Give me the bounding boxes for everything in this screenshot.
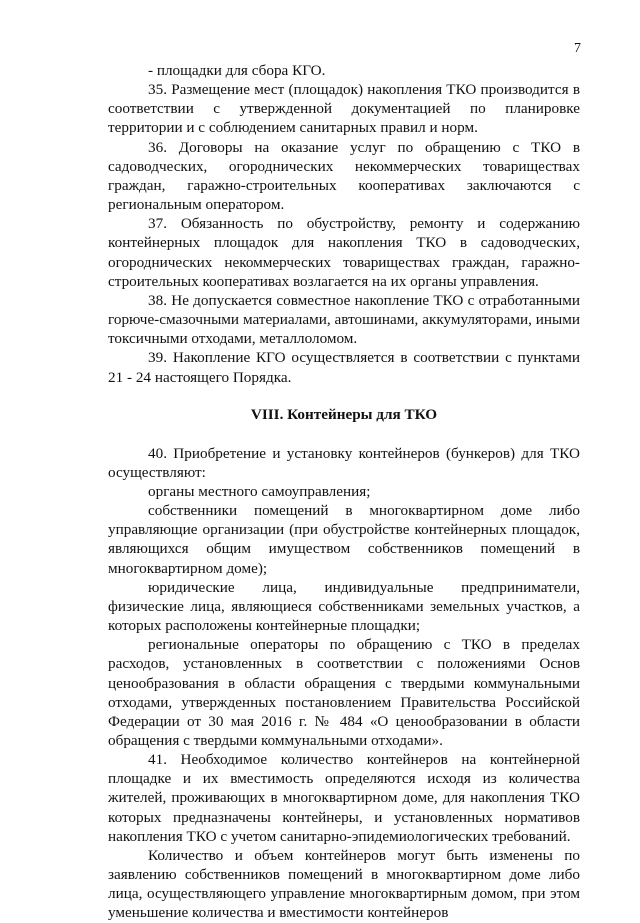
clause-41-continuation: Количество и объем контейнеров могут быть изменены по заявлению собственников помещений в многоквартирном доме либо лица, осуществляющего управление многоквартирным домом, при этом уменьшение количества и вместимости контейнеров bbox=[108, 846, 580, 922]
clause-40: 40. Приобретение и установку контейнеров (бункеров) для ТКО осуществляют: bbox=[108, 444, 580, 481]
section-heading: VIII. Контейнеры для ТКО bbox=[250, 405, 438, 423]
list-item-kgo-sites: - площадки для сбора КГО. bbox=[148, 62, 326, 79]
document-body bbox=[108, 61, 580, 923]
clause-40-item-legal-entities: юридические лица, индивидуальные предприниматели, физические лица, являющиеся собственниками земельных участков, а которых расположены контейнерные площадки; bbox=[108, 578, 580, 635]
clause-38: 38. Не допускается совместное накопление ТКО с отработанными горюче-смазочными материалами, автошинами, аккумуляторами, иными токсичными отходами, металлоломом. bbox=[108, 291, 580, 348]
clause-41: 41. Необходимое количество контейнеров на контейнерной площадке и их вместимость определяются исходя из количества жителей, проживающих в многоквартирном доме, для накопления ТКО которых предназначены контейнеры, и установленных нормативов накопления ТКО с учетом санитарно-эпидемиологических требований. bbox=[108, 751, 580, 845]
clause-39: 39. Накопление КГО осуществляется в соответствии с пунктами 21 - 24 настоящего Порядка. bbox=[108, 349, 580, 386]
clause-36: 36. Договоры на оказание услуг по обращению с ТКО в садоводческих, огороднических некоммерческих товариществах граждан, гаражно-строительных кооперативах заключаются с региональным оператором. bbox=[108, 138, 580, 214]
clause-37: 37. Обязанность по обустройству, ремонту и содержанию контейнерных площадок для накопления ТКО в садоводческих, огороднических некоммерческих товариществах граждан, гаражно-строительных кооперативах возлагается на их органы управления. bbox=[108, 215, 580, 290]
clause-40-item-local-government: органы местного самоуправления; bbox=[148, 482, 371, 500]
clause-35: 35. Размещение мест (площадок) накопления ТКО производится в соответствии с утвержденной документацией по планировке территории и с соблюдением санитарных правил и норм. bbox=[108, 81, 580, 137]
clause-40-item-regional-operators: региональные операторы по обращению с ТКО в пределах расходов, установленных в соответствии с положениями Основ ценообразования в области обращения с твердыми коммунальными отходами, утвержденных постановлением Правительства Российской Федерации от 30 мая 2016 г. № 484 «О ценообразовании в области обращения с твердыми коммунальными отходами». bbox=[108, 636, 580, 749]
page-number: 7 bbox=[574, 41, 581, 56]
clause-40-item-owners: собственники помещений в многоквартирном доме либо управляющие организации (при обустройстве контейнерных площадок, являющихся общим имуществом собственников помещений в многоквартирном доме); bbox=[108, 502, 580, 577]
